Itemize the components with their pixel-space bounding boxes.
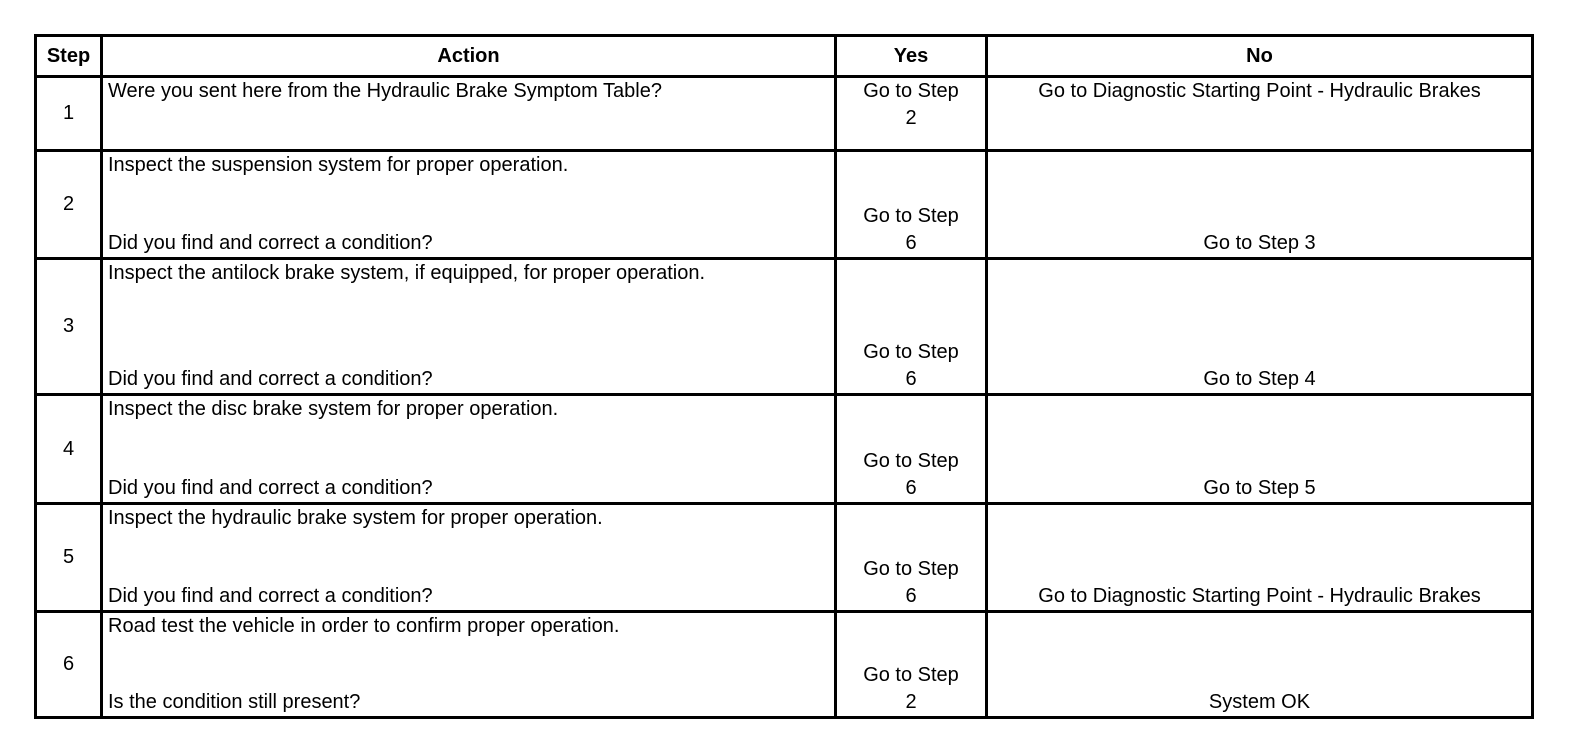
action-cell: [102, 395, 836, 504]
action-instruction: Inspect the antilock brake system, if equipped, for proper operation.: [108, 262, 706, 284]
table-row: [36, 504, 1533, 612]
yes-goto-label: Go to Step: [863, 450, 959, 472]
yes-goto-step: 6: [905, 585, 917, 607]
header-action: Action: [102, 36, 836, 77]
step-number: 5: [36, 504, 102, 612]
yes-goto-step: 6: [905, 477, 917, 499]
yes-goto-step: 2: [905, 691, 917, 713]
action-cell: [102, 77, 836, 151]
yes-goto-label: Go to Step: [863, 205, 959, 227]
yes-goto-step: 6: [905, 232, 917, 254]
table-row: [36, 77, 1533, 151]
header-step: Step: [36, 36, 102, 77]
yes-goto-label: Go to Step: [863, 664, 959, 686]
action-question: Did you find and correct a condition?: [108, 232, 433, 254]
yes-goto-step: 2: [905, 107, 917, 129]
no-cell: Go to Diagnostic Starting Point - Hydraulic Brakes: [987, 77, 1533, 151]
action-instruction: Inspect the hydraulic brake system for proper operation.: [108, 507, 603, 529]
yes-cell: [836, 395, 987, 504]
no-cell: Go to Diagnostic Starting Point - Hydraulic Brakes: [987, 504, 1533, 612]
action-cell: [102, 259, 836, 395]
table-row: [36, 612, 1533, 718]
yes-cell: [836, 612, 987, 718]
no-cell: Go to Step 3: [987, 151, 1533, 259]
yes-cell: [836, 151, 987, 259]
step-number: 3: [36, 259, 102, 395]
yes-cell: [836, 259, 987, 395]
action-question: Did you find and correct a condition?: [108, 585, 433, 607]
step-number: 2: [36, 151, 102, 259]
yes-cell: [836, 504, 987, 612]
action-question: Is the condition still present?: [108, 691, 361, 713]
header-yes: Yes: [836, 36, 987, 77]
table-row: [36, 395, 1533, 504]
step-number: 6: [36, 612, 102, 718]
step-number: 4: [36, 395, 102, 504]
action-instruction: Inspect the disc brake system for proper operation.: [108, 398, 559, 420]
table-row: [36, 259, 1533, 395]
action-question: Did you find and correct a condition?: [108, 477, 433, 499]
no-cell: System OK: [987, 612, 1533, 718]
action-instruction: Inspect the suspension system for proper operation.: [108, 154, 569, 176]
action-question: Did you find and correct a condition?: [108, 368, 433, 390]
yes-goto-label: Go to Step: [863, 80, 959, 102]
action-instruction: Were you sent here from the Hydraulic Brake Symptom Table?: [108, 80, 662, 102]
header-no: No: [987, 36, 1533, 77]
table-row: [36, 151, 1533, 259]
yes-goto-label: Go to Step: [863, 341, 959, 363]
no-cell: Go to Step 5: [987, 395, 1533, 504]
action-instruction: Road test the vehicle in order to confirm proper operation.: [108, 615, 620, 637]
action-cell: [102, 504, 836, 612]
action-cell: [102, 612, 836, 718]
yes-goto-step: 6: [905, 368, 917, 390]
yes-goto-label: Go to Step: [863, 558, 959, 580]
diagnostic-table: [34, 34, 1534, 719]
action-cell: [102, 151, 836, 259]
header-row: [36, 36, 1533, 77]
yes-cell: [836, 77, 987, 151]
no-cell: Go to Step 4: [987, 259, 1533, 395]
step-number: 1: [36, 77, 102, 151]
